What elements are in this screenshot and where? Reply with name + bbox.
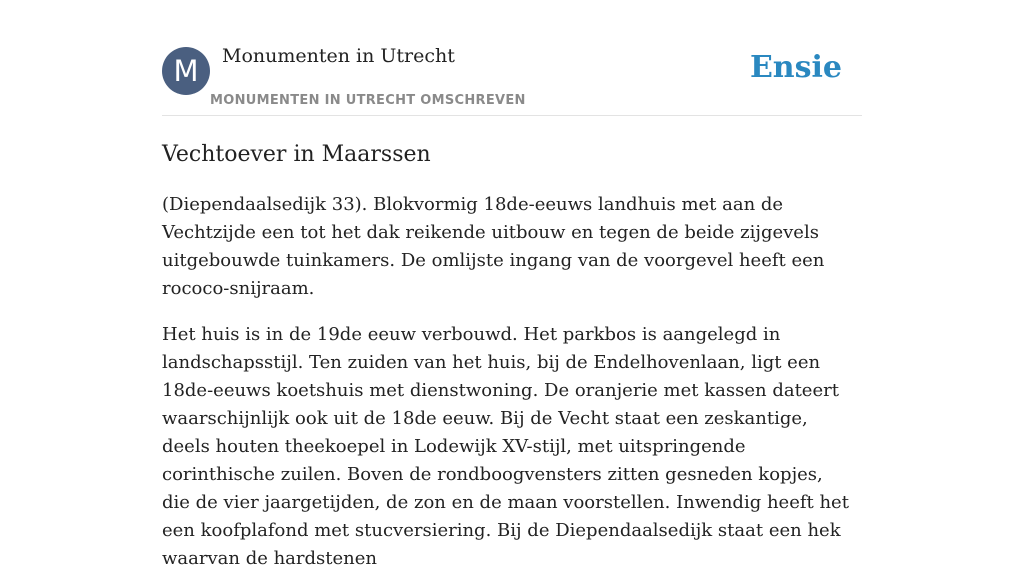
site-title-link[interactable]: Monumenten in Utrecht bbox=[222, 45, 455, 67]
site-subtitle: MONUMENTEN IN UTRECHT OMSCHREVEN bbox=[210, 93, 526, 108]
site-header bbox=[162, 0, 862, 116]
content-column bbox=[162, 0, 862, 573]
ensie-logo[interactable]: Ensie bbox=[749, 50, 842, 85]
avatar[interactable]: M bbox=[162, 47, 210, 95]
article-paragraph-2: Het huis is in de 19de eeuw verbouwd. Het parkbos is aangelegd in landschapsstijl. Ten zuiden van het huis, bij de Endelhovenlaan, ligt een 18de-eeuws koetshuis met dienstwoning. De oranjerie met kassen dateert waarschijnlijk ook uit de 18de eeuw. Bij de Vecht staat een zeskantige, deels houten theekoepel in Lodewijk XV-stijl, met uitspringende corinthische zuilen. Boven de rondboogvensters zitten gesneden kopjes, die de vier jaargetijden, de zon en de maan voorstellen. Inwendig heeft het een koofplafond met stucversiering. Bij de Diependaalsedijk staat een hek waarvan de hardstenen bbox=[162, 324, 849, 569]
article-title: Vechtoever in Maarssen bbox=[162, 142, 431, 167]
article-paragraph-1: (Diependaalsedijk 33). Blokvormig 18de-eeuws landhuis met aan de Vechtzijde een tot het dak reikende uitbouw en tegen de beide zijgevels uitgebouwde tuinkamers. De omlijste ingang van de voorgevel heeft een rococo-snijraam. bbox=[162, 194, 825, 299]
